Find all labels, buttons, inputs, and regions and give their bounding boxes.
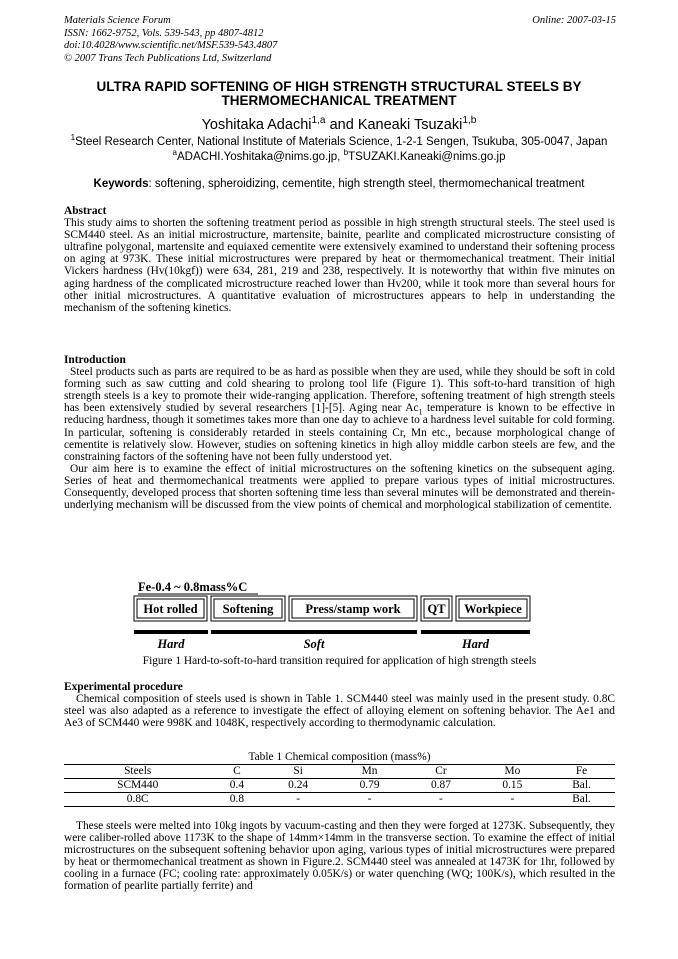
experimental-heading: Experimental procedure <box>64 681 183 693</box>
table-header-cell: Si <box>262 765 333 779</box>
table-row <box>64 793 615 807</box>
table-header-row <box>64 765 615 779</box>
state-label: Soft <box>303 637 325 651</box>
state-bars <box>134 630 530 634</box>
author-and: and <box>325 117 358 133</box>
paper-title <box>56 80 622 108</box>
table-1 <box>64 764 615 807</box>
process-box <box>211 596 285 621</box>
table-cell: 0.15 <box>477 779 548 793</box>
online-date: Online: 2007-03-15 <box>532 15 616 26</box>
title-line-2: THERMOMECHANICAL TREATMENT <box>221 93 457 108</box>
keywords <box>40 177 638 191</box>
state-label: Hard <box>461 637 490 651</box>
affiliation-text: Steel Research Center, National Institute of Materials Science, 1-2-1 Sengen, Tsukuba, 305-0047, Japan <box>75 136 608 148</box>
table-row <box>64 779 615 793</box>
introduction-paragraph-1 <box>64 366 615 463</box>
table-cell: - <box>334 793 405 807</box>
abstract-text: This study aims to shorten the softening treatment period as possible in high strength structural steels. The steel used is SCM440 steel. As an initial microstructure, martensite, bainite, pearlite and complicated microstructure consisting of ultrafine polygonal, martensite and equiaxed cementite were extensively examined to understand their softening process on aging at 973K. These initial microstructures were prepared by heat or thermomechanical treatment. Their initial Vickers hardness (Hv(10kgf)) were 634, 281, 219 and 238, respectively. It is noteworthy that within five minutes on aging hardness of the complicated microstructure reached lower than Hv200, while it took more than several hours for other initial microstructures. A quantitative evaluation of microstructures appears to help in understanding the mechanism of the softening kinetics. <box>64 217 615 314</box>
state-label: Hard <box>157 637 185 651</box>
table-cell: 0.79 <box>334 779 405 793</box>
table-cell: Bal. <box>548 793 615 807</box>
introduction-paragraph-2: Our aim here is to examine the effect of initial microstructures on the softening kinetics on the subsequent aging. Series of heat and thermomechanical treatments were applied to prepare various types of initial microstructures. Consequently, developed process that shorten softening time less than several minutes will be demonstrated and therein-underlying mechanism will be discussed from the view points of chemical and morphological stabilization of cementite. <box>64 462 615 512</box>
experimental-paragraph-1: Chemical composition of steels used is shown in Table 1. SCM440 steel was mainly used in the present study. 0.8C steel was also adapted as a reference to investigate the effect of alloying element on softening behavior. The Ae1 and Ae3 of SCM440 were 998K and 1048K, respectively according to thermodynamic calculation. <box>64 693 615 730</box>
process-box <box>421 596 452 621</box>
state-bar <box>134 630 208 634</box>
affiliation-sup: 1 <box>70 133 76 143</box>
table-cell: - <box>405 793 476 807</box>
table-header-cell: C <box>211 765 262 779</box>
table-cell: 0.8C <box>64 793 211 807</box>
table-header-cell: Cr <box>405 765 476 779</box>
experimental-section <box>64 681 615 729</box>
issn: ISSN: 1662-9752, Vols. 539-543, pp 4807-4812 <box>64 27 264 39</box>
state-bar <box>211 630 417 634</box>
process-box <box>456 596 530 621</box>
author-1-sup: 1,a <box>311 115 326 127</box>
experimental-paragraph-2: These steels were melted into 10kg ingots by vacuum-casting and then they were forged at 1273K. Subsequently, they were caliber-rolled above 1173K to the shape of 14mm×14mm in the transverse section. To examine the effect of initial microstructures on the subsequent softening behavior upon aging, various types of initial microstructures were prepared by heat or thermomechanical treatment as shown in Figure.2. SCM440 steel was annealed at 1473K for 1hr, followed by cooling in a furnace (FC; cooling rate: approximately 0.05K/s) or water quenching (WQ; 100K/s), which resulted in the formation of pearlite partially ferrite) and <box>64 820 615 893</box>
author-2: Kaneaki Tsuzaki <box>357 117 463 133</box>
email-a: ADACHI.Yoshitaka@nims.go.jp, <box>177 151 344 163</box>
doi: doi:10.4028/www.scientific.net/MSF.539-543.4807 <box>64 40 278 51</box>
table-header-cell: Steels <box>64 765 211 779</box>
state-bar <box>421 630 530 634</box>
abstract-heading: Abstract <box>64 205 107 217</box>
email-a-sup: a <box>172 148 177 158</box>
figure-1-caption: Figure 1 Hard-to-soft-to-hard transition required for application of high strength steels <box>142 655 537 667</box>
table-header-cell: Fe <box>548 765 615 779</box>
keywords-label: Keywords <box>93 178 149 190</box>
process-box <box>134 596 207 621</box>
journal-header <box>64 15 616 65</box>
author-2-sup: 1,b <box>462 115 477 127</box>
journal-name: Materials Science Forum <box>64 15 171 26</box>
table-cell: 0.87 <box>405 779 476 793</box>
title-line-1: ULTRA RAPID SOFTENING OF HIGH STRENGTH STRUCTURAL STEELS BY <box>96 79 582 94</box>
introduction-section <box>64 354 615 511</box>
table-header-cell: Mn <box>334 765 405 779</box>
table-header-cell: Mo <box>477 765 548 779</box>
abstract-section <box>64 205 615 314</box>
intro-p1-sub: 1 <box>418 407 423 417</box>
table-1-caption: Table 1 Chemical composition (mass%) <box>248 751 431 763</box>
table-cell: - <box>262 793 333 807</box>
intro-p1-b: temperature is known to be effective in reducing hardness, though it sometimes takes more than one day to achieve to a hardness level suitable for cold forming. In particular, softening is considerably retarded in steels containing Cr, Mn etc., because morphological change of cementite is relatively slow. However, studies on softening kinetics in high alloy middle carbon steels are few, and the constraining factors of the softening have not been fully understood yet. <box>64 402 616 463</box>
author-1: Yoshitaka Adachi <box>201 117 312 133</box>
table-cell: Bal. <box>548 779 615 793</box>
table-cell: SCM440 <box>64 779 211 793</box>
process-box-label: Softening <box>222 602 274 616</box>
affiliation <box>40 135 638 165</box>
process-box-label: QT <box>427 602 446 616</box>
experimental-paragraph-2-section <box>64 820 615 893</box>
state-labels <box>156 637 489 651</box>
table-cell: - <box>477 793 548 807</box>
process-box-label: Hot rolled <box>143 602 198 616</box>
process-box-label: Workpiece <box>464 602 522 616</box>
process-boxes <box>134 596 530 621</box>
copyright: © 2007 Trans Tech Publications Ltd, Switzerland <box>64 52 272 64</box>
email-b: TSUZAKI.Kaneaki@nims.go.jp <box>348 151 506 163</box>
authors <box>56 117 622 133</box>
table-cell: 0.8 <box>211 793 262 807</box>
process-box-label: Press/stamp work <box>305 602 401 616</box>
table-cell: 0.4 <box>211 779 262 793</box>
table-cell: 0.24 <box>262 779 333 793</box>
introduction-heading: Introduction <box>64 354 126 366</box>
intro-p1-a: Steel products such as parts are required to be as hard as possible when they are used, while they should be soft in cold forming such as saw cutting and cold shearing to prolong tool life (Figure 1). This soft-to-hard transition of high strength steels is a key to promote their wide-ranging application. Therefore, softening treatment of high strength steels has been extensively studied by several researchers [1]-[5]. Aging near Ac <box>64 366 615 415</box>
email-b-sup: b <box>343 148 349 158</box>
keywords-text: : softening, spheroidizing, cementite, high strength steel, thermomechanical treatment <box>148 178 585 190</box>
figure-composition-label: Fe-0.4 ~ 0.8mass%C <box>138 580 248 594</box>
process-box <box>289 596 417 621</box>
